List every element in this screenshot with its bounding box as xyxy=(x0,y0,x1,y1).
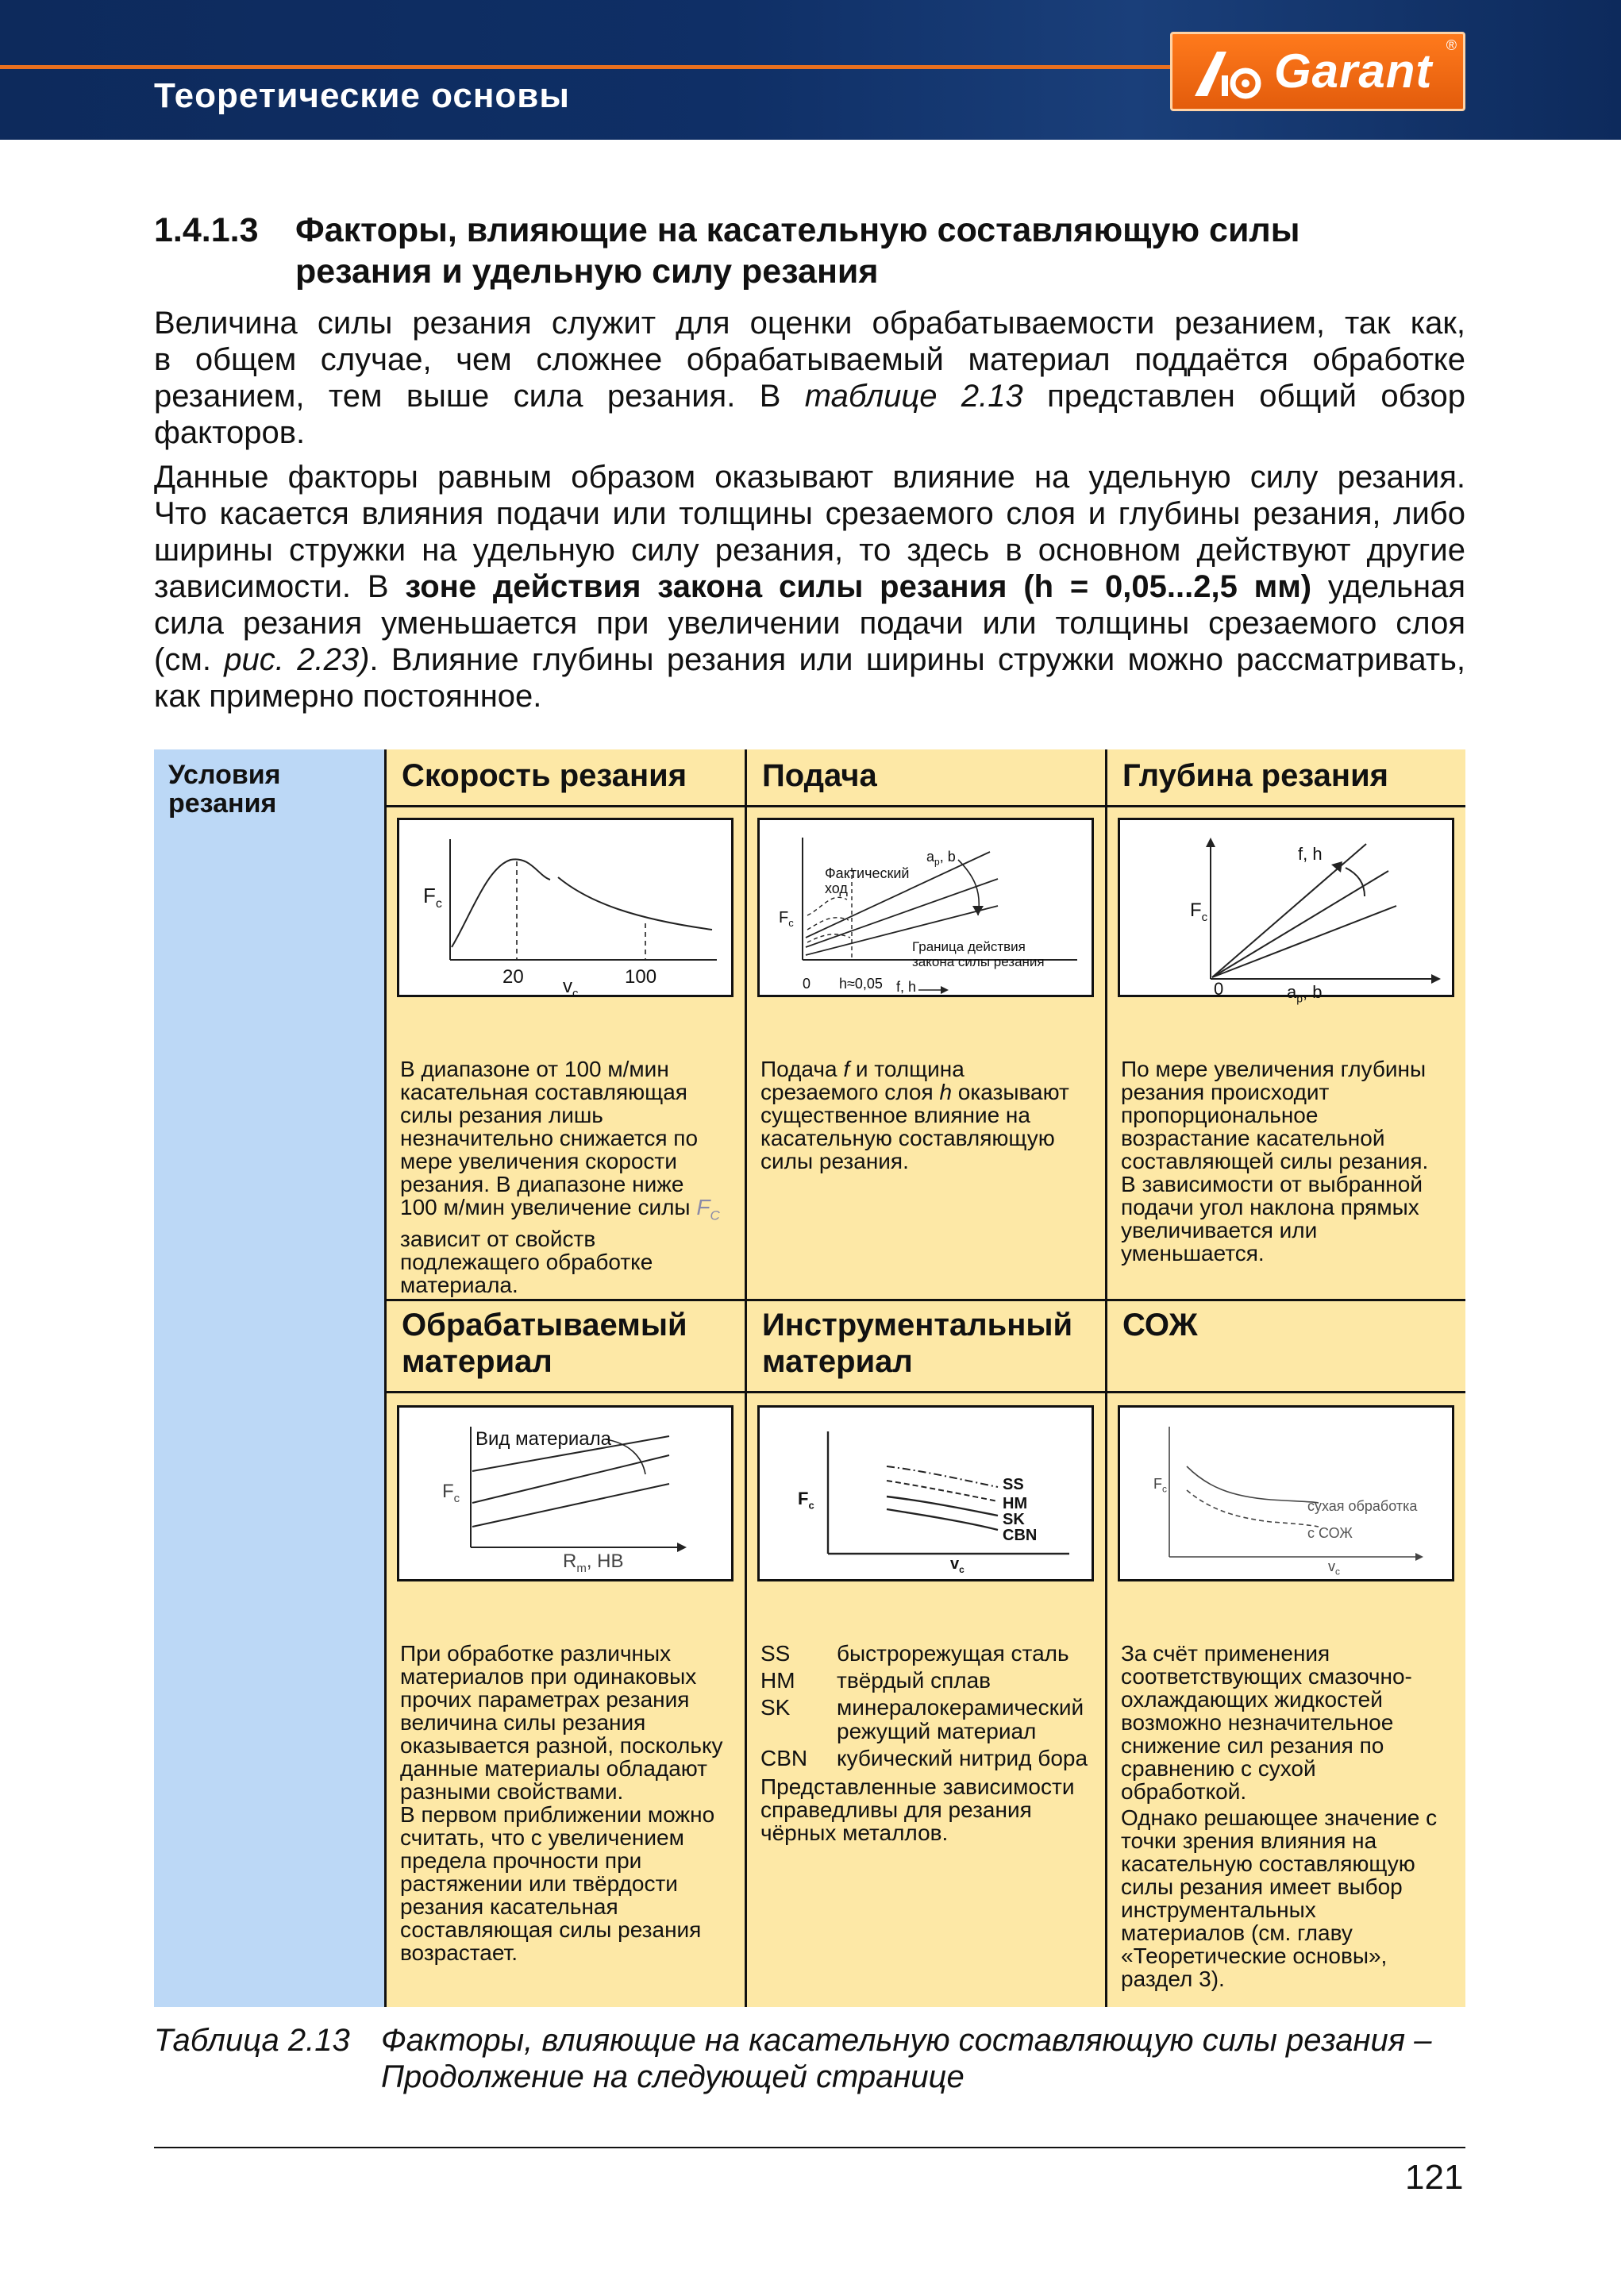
table-left-column xyxy=(154,749,384,2007)
table-divider xyxy=(384,1299,1465,1301)
bold-emphasis: зоне действия закона силы резания (h = 0,05...2,5 мм) xyxy=(405,569,1312,604)
speed-chart-x-label: $v_c$ xyxy=(563,976,579,1000)
depth-chart-fh-label: f, h xyxy=(1298,844,1323,864)
chart-feed xyxy=(757,818,1094,997)
tool-chart-y-label: $F_c$ xyxy=(798,1489,814,1512)
material-chart-x-label: $R_m$, HB xyxy=(563,1551,624,1575)
table-caption-label: Таблица 2.13 xyxy=(154,2023,350,2058)
depth-chart-x-zero: 0 xyxy=(1214,979,1224,999)
feed-chart-y-label: $F_c$ xyxy=(779,909,794,929)
logo-registered-mark: ® xyxy=(1446,37,1457,53)
table-divider xyxy=(384,805,1465,807)
material-chart-y-label: $F_c$ xyxy=(442,1481,460,1505)
header-accent-line xyxy=(0,65,1183,69)
garant-logo-icon xyxy=(1190,48,1277,99)
legend-row: SS быстрорежущая сталь xyxy=(760,1641,1069,1666)
text-tool-material: Представленные зависимости справедливы для резания чёрных металлов. xyxy=(760,1774,1075,1845)
paragraph-1-line-2: в общем случае, чем сложнее обрабатываемый материал поддаётся обработке xyxy=(154,342,1465,377)
tool-chart-sk: SK xyxy=(1003,1511,1025,1528)
chart-cutting-speed xyxy=(397,818,733,1000)
header-cutting-speed: Скорость резания xyxy=(402,758,687,793)
factors-table xyxy=(154,749,1465,2007)
table-divider xyxy=(384,1391,1465,1393)
header-workpiece-material: Обрабатываемый материал xyxy=(402,1308,687,1379)
depth-chart-x-label: $a_p$, b xyxy=(1287,982,1323,1005)
page-header xyxy=(0,0,1621,140)
table-caption-line-2: Продолжение на следующей странице xyxy=(381,2059,965,2094)
paragraph-1-line-3: резанием, тем выше сила резания. В таблице 2.13 представлен общий обзор xyxy=(154,379,1465,414)
speed-chart-y-label: $F_c$ xyxy=(423,884,442,911)
header-title: Теоретические основы xyxy=(154,76,570,115)
table-divider xyxy=(384,749,387,2007)
coolant-chart-x-label: $v_c$ xyxy=(1328,1558,1340,1578)
paragraph-2-line-4: зависимости. В зоне действия закона силы резания (h = 0,05...2,5 мм) удельная xyxy=(154,569,1466,604)
chart-cutting-depth xyxy=(1118,818,1454,1005)
paragraph-2-line-1: Данные факторы равным образом оказывают влияние на удельную силу резания. xyxy=(154,460,1465,495)
table-divider xyxy=(1105,749,1107,2007)
header-coolant: СОЖ xyxy=(1122,1308,1198,1343)
chart-tool-material xyxy=(757,1405,1094,1581)
depth-chart-y-label: $F_c$ xyxy=(1190,900,1208,924)
paragraph-1-line-1: Величина силы резания служит для оценки обрабатываемости резанием, так как, xyxy=(154,306,1465,341)
text-cutting-speed: В диапазоне от 100 м/мин касательная составляющая силы резания лишь незначительно снижается по мере увеличения скорости резания. В диапазоне ниже 100 м/мин увеличение силы $F_C$ зависит от свойств подлежащего обработке материала. xyxy=(400,1057,720,1297)
feed-chart-actual-label: Фактический ход xyxy=(825,865,910,896)
feed-chart-h-label: h≈0,05 xyxy=(839,976,883,992)
table-reference: таблице 2.13 xyxy=(804,379,1023,414)
legend-row: HM твёрдый сплав xyxy=(760,1668,991,1693)
chart-workpiece-material xyxy=(397,1405,733,1581)
tool-chart-x-label: $v_c$ xyxy=(950,1555,965,1575)
footer-divider xyxy=(154,2147,1465,2148)
table-left-label: Условия резания xyxy=(168,760,281,819)
paragraph-2-line-5: сила резания уменьшается при увеличении подачи или толщины срезаемого слоя xyxy=(154,606,1465,641)
feed-chart-zone-label: Граница действия закона силы резания xyxy=(912,939,1045,969)
header-feed: Подача xyxy=(762,758,877,793)
text-coolant: За счёт применения соответствующих смазочно- охлаждающих жидкостей возможно незначительное снижение сил резания по сравнению с сухой обработкой. Однако решающее значение с точки зрения влияния на касательную составляющую силы резания имеет выбор инструментальных материалов (см. главу «Теоретические основы», раздел 3). xyxy=(1121,1641,1438,1991)
text-workpiece-material: При обработке различных материалов при одинаковых прочих параметрах резания величина силы резания оказывается разной, поскольку данные материалы обладают разными свойствами. В первом приближении можно считать, что с увеличением предела прочности при растяжении или твёрдости резания касательная составляющая силы резания возрастает. xyxy=(400,1641,723,1965)
paragraph-2-line-3: ширины стружки на удельную силу резания, то здесь в основном действуют другие xyxy=(154,533,1465,568)
text-feed: Подача f и толщина срезаемого слоя h оказывают существенное влияние на касательную составляющую силы резания. xyxy=(760,1057,1069,1173)
page-number: 121 xyxy=(1405,2158,1464,2197)
legend-row: режущий материал xyxy=(837,1719,1037,1743)
paragraph-2-line-6: (см. рис. 2.23). Влияние глубины резания или ширины стружки можно рассматривать, xyxy=(154,642,1466,677)
paragraph-2-line-7: как примерно постоянное. xyxy=(154,679,542,714)
legend-row: CBN кубический нитрид бора xyxy=(760,1746,1088,1770)
garant-logo xyxy=(1170,32,1465,111)
feed-chart-x-zero: 0 xyxy=(803,976,811,992)
coolant-chart-y-label: $F_c$ xyxy=(1153,1476,1167,1495)
legend-row: SK минералокерамический xyxy=(760,1695,1084,1720)
speed-chart-tick-20: 20 xyxy=(502,966,524,988)
figure-reference: рис. 2.23) xyxy=(224,642,370,677)
text-cutting-depth: По мере увеличения глубины резания происходит пропорциональное возрастание касательной составляющей силы резания. В зависимости от выбранной подачи угол наклона прямых увеличивается или уменьшается. xyxy=(1121,1057,1429,1265)
tool-chart-hm: HM xyxy=(1003,1495,1028,1512)
logo-text: Garant xyxy=(1274,44,1433,98)
speed-chart-tick-100: 100 xyxy=(625,966,657,988)
feed-chart-x-label: f, h xyxy=(896,979,917,995)
header-cutting-depth: Глубина резания xyxy=(1122,758,1388,793)
header-tool-material: Инструментальный материал xyxy=(762,1308,1073,1379)
paragraph-1-line-4: факторов. xyxy=(154,415,306,450)
section-title-line-1: Факторы, влияющие на касательную составляющую силы xyxy=(295,211,1300,249)
chart-coolant xyxy=(1118,1405,1454,1581)
table-caption-line-1: Факторы, влияющие на касательную составляющую силы резания – xyxy=(381,2023,1432,2058)
coolant-chart-dry-label: сухая обработка xyxy=(1307,1498,1418,1514)
table-divider xyxy=(745,749,747,2007)
tool-chart-ss: SS xyxy=(1003,1476,1024,1493)
coolant-chart-wet-label: с СОЖ xyxy=(1307,1525,1353,1541)
tool-chart-cbn: CBN xyxy=(1003,1527,1038,1544)
material-chart-top-label: Вид материала xyxy=(476,1428,611,1450)
section-title-line-2: резания и удельную силу резания xyxy=(295,252,879,291)
feed-chart-ap-label: $a_p$, b xyxy=(926,849,956,868)
paragraph-2-line-2: Что касается влияния подачи или толщины срезаемого слоя и глубины резания, либо xyxy=(154,496,1465,531)
section-number: 1.4.1.3 xyxy=(154,211,259,249)
